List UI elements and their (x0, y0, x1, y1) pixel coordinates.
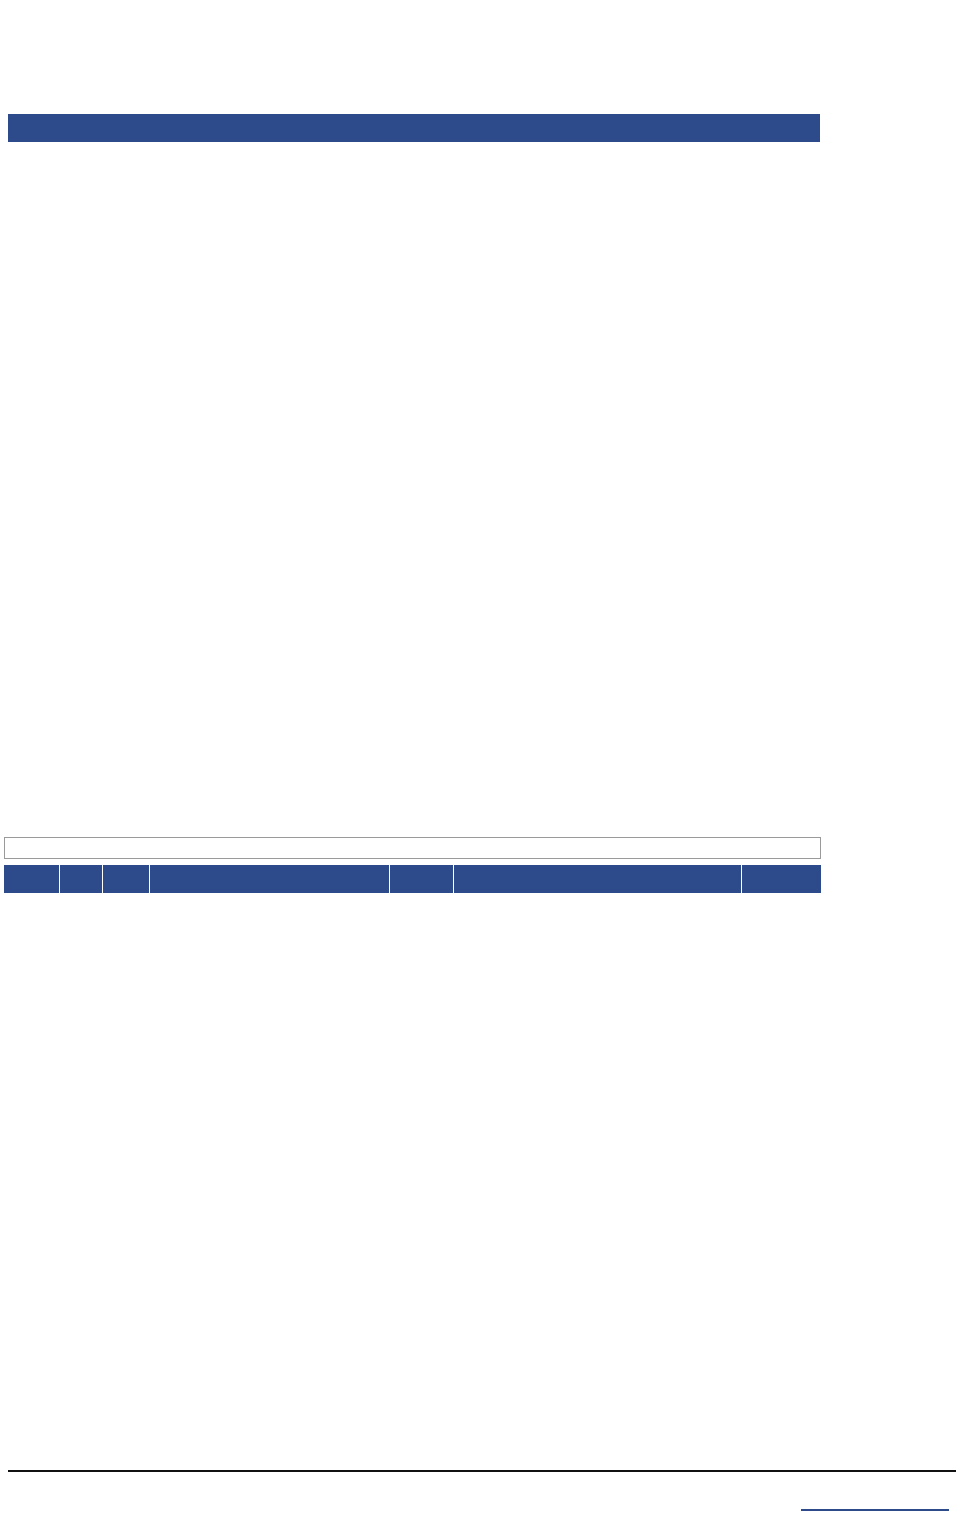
domtel-logo (795, 1484, 955, 1528)
pole-header (4, 865, 821, 893)
footer-divider (8, 1470, 956, 1472)
record-row (4, 837, 821, 859)
results-header (8, 114, 820, 142)
